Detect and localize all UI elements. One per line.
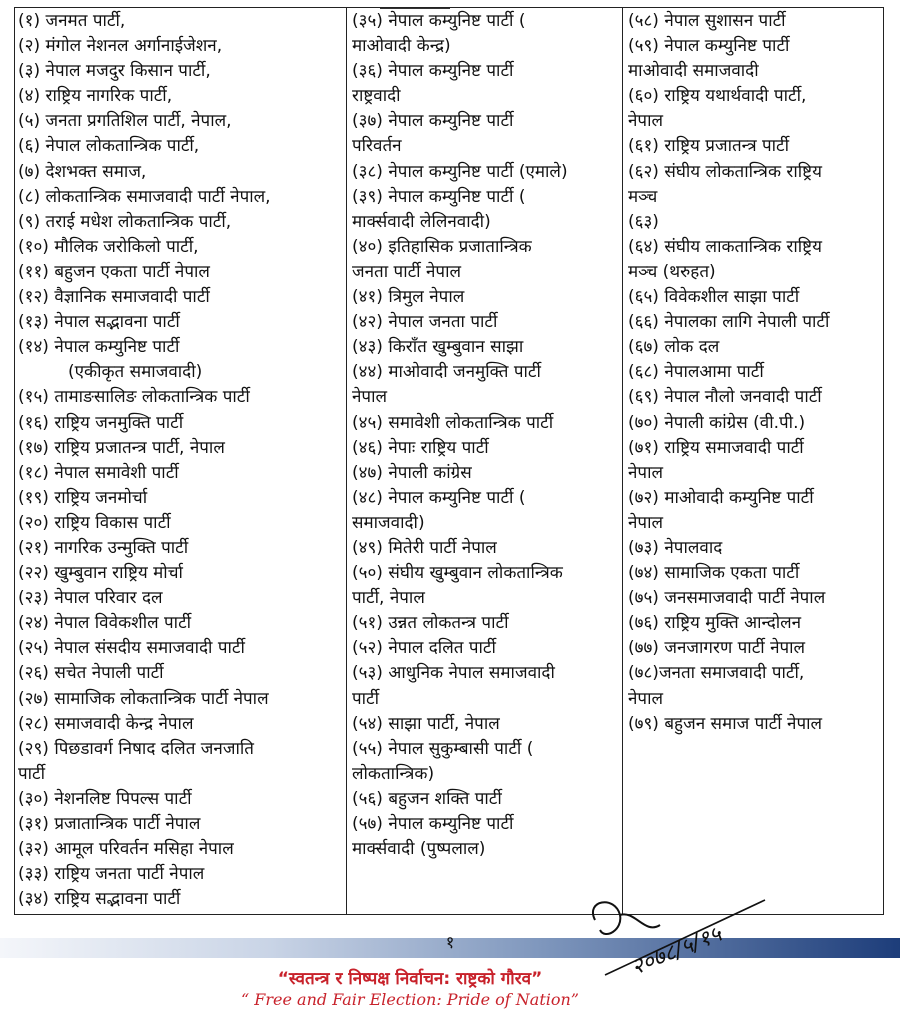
party-entry: (८) लोकतान्त्रिक समाजवादी पार्टी नेपाल, bbox=[18, 186, 271, 207]
party-entry: (६६) नेपालका लागि नेपाली पार्टी bbox=[628, 312, 830, 333]
party-entry: नेपाल bbox=[628, 111, 664, 132]
party-entry: मञ्च (थरुहत) bbox=[628, 261, 716, 282]
party-column-1 bbox=[18, 9, 344, 912]
party-entry: (७५) जनसमाजवादी पार्टी नेपाल bbox=[628, 588, 826, 609]
party-entry: (६३) bbox=[628, 211, 659, 232]
party-entry: (५०) संघीय खुम्बुवान लोकतान्त्रिक bbox=[352, 563, 563, 584]
party-entry: (५५) नेपाल सुकुम्बासी पार्टी ( bbox=[352, 738, 534, 759]
motto-nepali: “स्वतन्त्र र निष्पक्ष निर्वाचन: राष्ट्रको गौरव” bbox=[277, 969, 543, 989]
party-entry: (५१) उन्नत लोकतन्त्र पार्टी bbox=[352, 613, 509, 634]
party-entry: (३२) आमूल परिवर्तन मसिहा नेपाल bbox=[18, 839, 234, 860]
party-entry: (२७) सामाजिक लोकतान्त्रिक पार्टी नेपाल bbox=[18, 688, 269, 709]
party-entry: (२) मंगोल नेशनल अर्गानाईजेशन, bbox=[18, 36, 223, 57]
party-entry: (३९) नेपाल कम्युनिष्ट पार्टी ( bbox=[352, 186, 526, 207]
party-entry: (४८) नेपाल कम्युनिष्ट पार्टी ( bbox=[352, 487, 526, 508]
party-entry: (४१) त्रिमुल नेपाल bbox=[352, 287, 465, 308]
column-divider-1 bbox=[346, 7, 347, 915]
party-entry: समाजवादी) bbox=[352, 512, 425, 533]
party-column-2 bbox=[352, 9, 620, 862]
party-entry: (२३) नेपाल परिवार दल bbox=[18, 588, 163, 609]
party-entry: (३४) राष्ट्रिय सद्भावना पार्टी bbox=[18, 889, 181, 910]
party-entry: (६९) नेपाल नौलो जनवादी पार्टी bbox=[628, 387, 822, 408]
party-entry: (४) राष्ट्रिय नागरिक पार्टी, bbox=[18, 86, 173, 107]
party-entry: (७४) सामाजिक एकता पार्टी bbox=[628, 563, 800, 584]
party-entry: (६७) लोक दल bbox=[628, 337, 720, 358]
party-entry: (५७) नेपाल कम्युनिष्ट पार्टी bbox=[352, 814, 514, 834]
page-number: १ bbox=[445, 933, 455, 953]
party-entry: (४७) नेपाली कांग्रेस bbox=[352, 462, 472, 483]
column-divider-2 bbox=[622, 7, 623, 915]
party-entry: (६८) नेपालआमा पार्टी bbox=[628, 362, 764, 383]
party-entry: (२०) राष्ट्रिय विकास पार्टी bbox=[18, 512, 171, 533]
party-entry: (६२) संघीय लोकतान्त्रिक राष्ट्रिय bbox=[628, 161, 822, 182]
party-entry: (३७) नेपाल कम्युनिष्ट पार्टी bbox=[352, 111, 514, 132]
party-entry: (१३) नेपाल सद्भावना पार्टी bbox=[18, 312, 180, 333]
party-entry: मार्क्सवादी लेलिनवादी) bbox=[352, 211, 491, 232]
party-entry: (६१) राष्ट्रिय प्रजातन्त्र पार्टी bbox=[628, 136, 790, 157]
party-entry: (२८) समाजवादी केन्द्र नेपाल bbox=[18, 713, 194, 734]
party-entry: जनता पार्टी नेपाल bbox=[352, 261, 461, 282]
party-entry: (७) देशभक्त समाज, bbox=[18, 161, 147, 182]
party-entry: माओवादी केन्द्र) bbox=[352, 36, 451, 57]
party-entry: (२४) नेपाल विवेकशील पार्टी bbox=[18, 613, 192, 634]
party-entry: (३१) प्रजातान्त्रिक पार्टी नेपाल bbox=[18, 814, 201, 834]
signature-date: २०७८/५/१५ bbox=[627, 921, 726, 981]
party-entry: (११) बहुजन एकता पार्टी नेपाल bbox=[18, 261, 210, 282]
party-entry: (७६) राष्ट्रिय मुक्ति आन्दोलन bbox=[628, 613, 802, 634]
party-entry: (२६) सचेत नेपाली पार्टी bbox=[18, 663, 164, 684]
party-entry: (१८) नेपाल समावेशी पार्टी bbox=[18, 462, 179, 483]
party-entry: पार्टी, नेपाल bbox=[352, 588, 425, 609]
party-entry: (१४) नेपाल कम्युनिष्ट पार्टी bbox=[18, 337, 180, 358]
party-column-3 bbox=[628, 9, 882, 737]
party-entry: (२२) खुम्बुवान राष्ट्रिय मोर्चा bbox=[18, 563, 183, 584]
party-entry: (३५) नेपाल कम्युनिष्ट पार्टी ( bbox=[352, 11, 526, 31]
party-entry: (५६) बहुजन शक्ति पार्टी bbox=[352, 788, 502, 809]
party-entry: (५२) नेपाल दलित पार्टी bbox=[352, 638, 496, 659]
party-entry: (४४) माओवादी जनमुक्ति पार्टी bbox=[352, 362, 541, 383]
party-entry: राष्ट्रवादी bbox=[352, 86, 401, 107]
party-entry: नेपाल bbox=[628, 462, 664, 483]
party-entry: (१०) मौलिक जरोकिलो पार्टी, bbox=[18, 236, 199, 257]
party-entry: (३३) राष्ट्रिय जनता पार्टी नेपाल bbox=[18, 864, 205, 885]
party-entry: (एकीकृत समाजवादी) bbox=[68, 362, 203, 383]
party-entry: (५८) नेपाल सुशासन पार्टी bbox=[628, 11, 786, 31]
party-entry: (२९) पिछडावर्ग निषाद दलित जनजाति bbox=[18, 738, 254, 759]
party-entry: (५) जनता प्रगतिशिल पार्टी, नेपाल, bbox=[18, 111, 232, 132]
party-entry: नेपाल bbox=[628, 688, 664, 709]
party-entry: (४९) मितेरी पार्टी नेपाल bbox=[352, 537, 497, 558]
party-entry: (६५) विवेकशील साझा पार्टी bbox=[628, 287, 800, 308]
party-entry: (९) तराई मधेश लोकतान्त्रिक पार्टी, bbox=[18, 211, 232, 232]
party-entry: (७९) बहुजन समाज पार्टी नेपाल bbox=[628, 713, 823, 734]
party-entry: (४३) किराँत खुम्बुवान साझा bbox=[352, 337, 524, 358]
party-entry: (७८)जनता समाजवादी पार्टी, bbox=[628, 663, 805, 684]
party-entry: (३८) नेपाल कम्युनिष्ट पार्टी (एमाले) bbox=[352, 161, 568, 182]
party-entry: (३) नेपाल मजदुर किसान पार्टी, bbox=[18, 61, 211, 82]
party-entry: नेपाल bbox=[628, 512, 664, 533]
party-entry: (२१) नागरिक उन्मुक्ति पार्टी bbox=[18, 537, 189, 558]
party-entry: माओवादी समाजवादी bbox=[628, 61, 759, 82]
party-entry: पार्टी bbox=[352, 688, 380, 709]
party-entry: (७०) नेपाली कांग्रेस (वी.पी.) bbox=[628, 412, 806, 433]
party-entry: (१२) वैज्ञानिक समाजवादी पार्टी bbox=[18, 287, 210, 308]
party-entry: (७२) माओवादी कम्युनिष्ट पार्टी bbox=[628, 487, 814, 508]
party-entry: मार्क्सवादी (पुष्पलाल) bbox=[352, 839, 486, 860]
handwritten-signature bbox=[575, 880, 795, 990]
party-entry: (१५) तामाङसालिङ लोकतान्त्रिक पार्टी bbox=[18, 387, 250, 408]
party-entry: (५४) साझा पार्टी, नेपाल bbox=[352, 713, 500, 734]
party-entry: (१९) राष्ट्रिय जनमोर्चा bbox=[18, 487, 148, 508]
party-entry: (७१) राष्ट्रिय समाजवादी पार्टी bbox=[628, 437, 804, 458]
party-entry: (४६) नेपाः राष्ट्रिय पार्टी bbox=[352, 437, 489, 458]
party-entry: लोकतान्त्रिक) bbox=[352, 763, 435, 784]
party-entry: पार्टी bbox=[18, 763, 46, 784]
party-entry: (६०) राष्ट्रिय यथार्थवादी पार्टी, bbox=[628, 86, 807, 107]
party-entry: (५३) आधुनिक नेपाल समाजवादी bbox=[352, 663, 555, 684]
party-entry: (६४) संघीय लाकतान्त्रिक राष्ट्रिय bbox=[628, 236, 822, 257]
party-entry: (३०) नेशनलिष्ट पिपल्स पार्टी bbox=[18, 788, 192, 809]
party-entry: (७३) नेपालवाद bbox=[628, 537, 723, 558]
party-entry: (१७) राष्ट्रिय प्रजातन्त्र पार्टी, नेपाल bbox=[18, 437, 225, 458]
party-entry: (४०) इतिहासिक प्रजातान्त्रिक bbox=[352, 236, 532, 257]
party-entry: (२५) नेपाल संसदीय समाजवादी पार्टी bbox=[18, 638, 245, 659]
party-entry: नेपाल bbox=[352, 387, 388, 408]
party-entry: (३६) नेपाल कम्युनिष्ट पार्टी bbox=[352, 61, 514, 82]
party-entry: (१) जनमत पार्टी, bbox=[18, 11, 126, 31]
party-entry: (६) नेपाल लोकतान्त्रिक पार्टी, bbox=[18, 136, 200, 157]
party-entry: परिवर्तन bbox=[352, 136, 402, 157]
party-entry: (१६) राष्ट्रिय जनमुक्ति पार्टी bbox=[18, 412, 184, 433]
motto-english: “ Free and Fair Election: Pride of Nation” bbox=[241, 990, 579, 1009]
party-entry: मञ्च bbox=[628, 186, 658, 207]
party-entry: (७७) जनजागरण पार्टी नेपाल bbox=[628, 638, 806, 659]
party-entry: (५९) नेपाल कम्युनिष्ट पार्टी bbox=[628, 36, 790, 57]
party-entry: (४२) नेपाल जनता पार्टी bbox=[352, 312, 498, 333]
party-entry: (४५) समावेशी लोकतान्त्रिक पार्टी bbox=[352, 412, 554, 433]
